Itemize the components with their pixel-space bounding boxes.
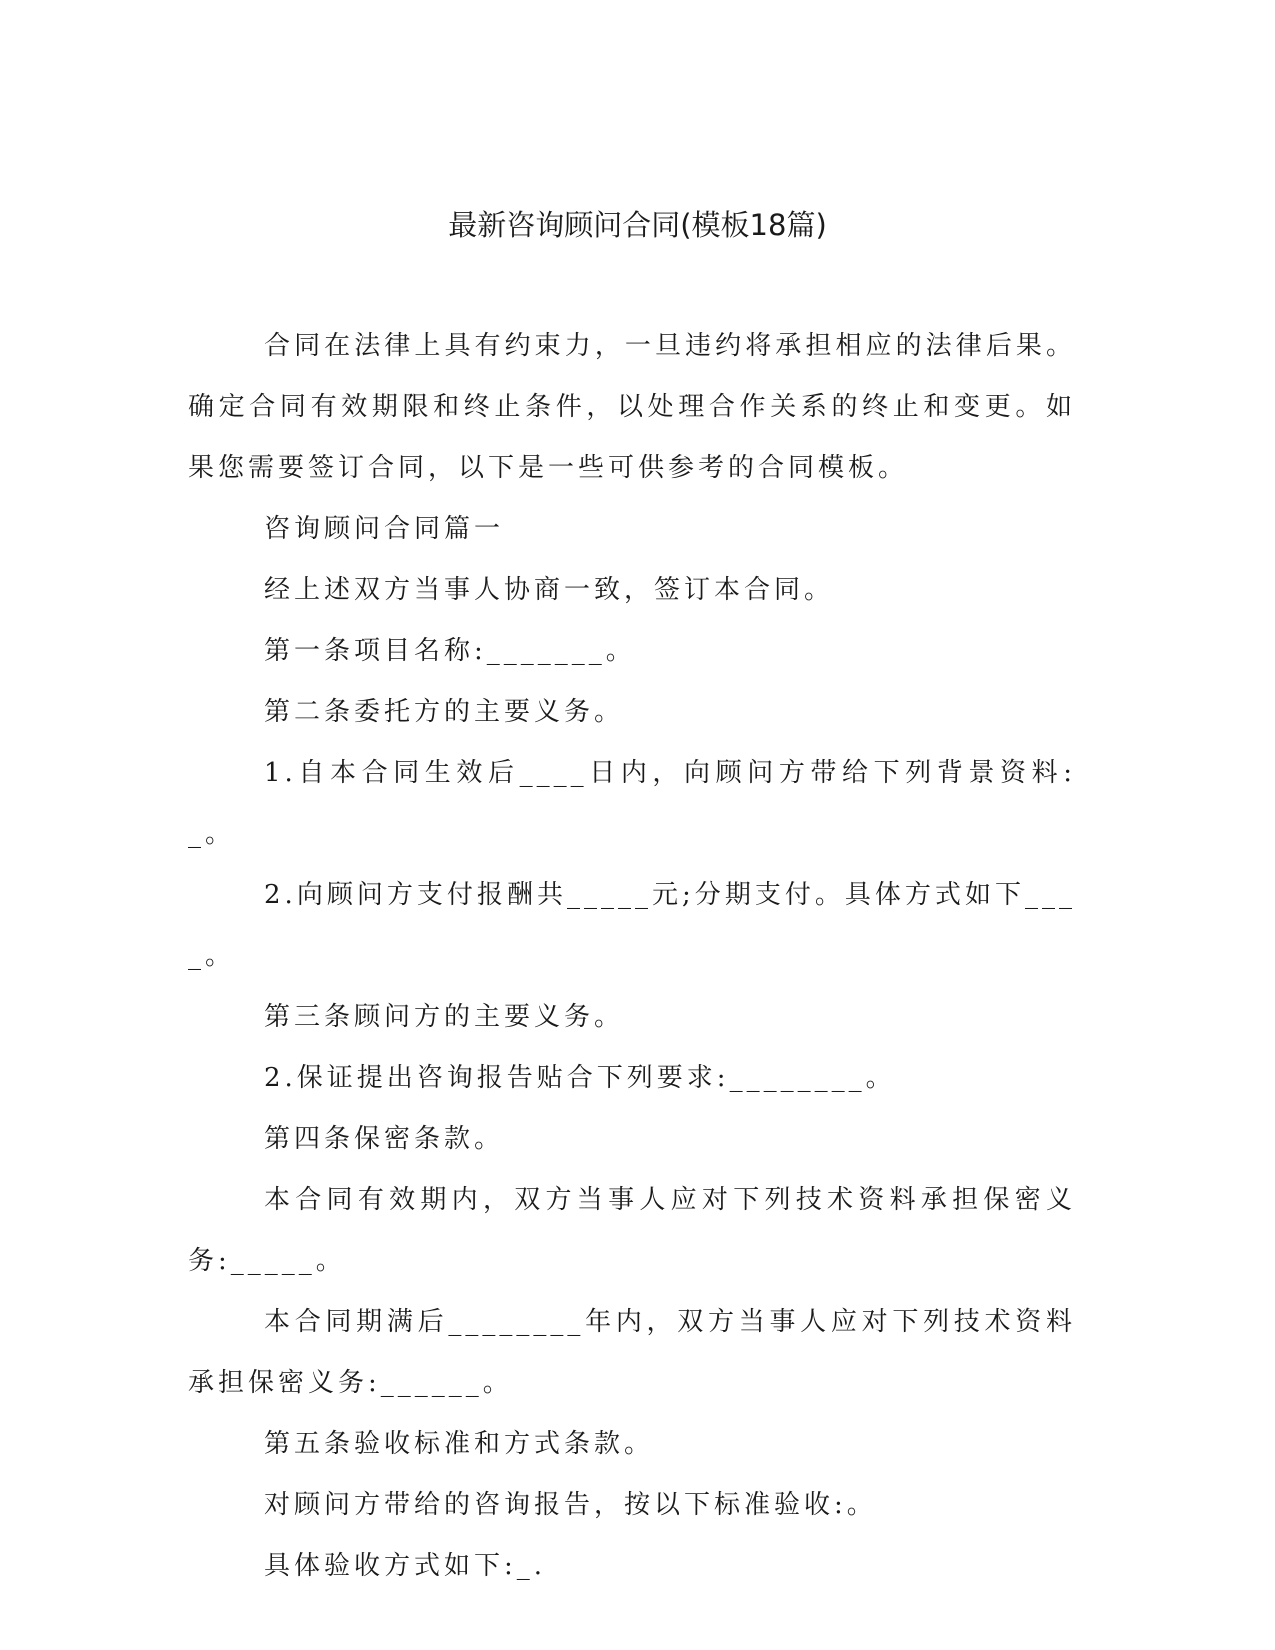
acceptance-method: 具体验收方式如下:_. (264, 1551, 547, 1581)
article-2-item-2: 2.向顾问方支付报酬共_____元;分期支付。具体方式如下____。 (188, 880, 1076, 971)
acceptance-standard: 对顾问方带给的咨询报告，按以下标准验收:。 (264, 1490, 877, 1520)
article-1-project-name: 第一条项目名称:_______。 (264, 636, 636, 666)
article-3-heading: 第三条顾问方的主要义务。 (264, 1002, 625, 1032)
article-2-item-1: 1.自本合同生效后____日内，向顾问方带给下列背景资料:_。 (188, 758, 1076, 849)
article-5-heading: 第五条验收标准和方式条款。 (264, 1429, 655, 1459)
agreement-statement: 经上述双方当事人协商一致，签订本合同。 (264, 575, 835, 605)
article-4-heading: 第四条保密条款。 (264, 1124, 505, 1154)
document-title: 最新咨询顾问合同(模板18篇) (448, 208, 827, 242)
document-body (188, 316, 1076, 1597)
article-2-heading: 第二条委托方的主要义务。 (264, 697, 625, 727)
section-heading-chapter-one: 咨询顾问合同篇一 (264, 514, 505, 544)
intro-paragraph: 合同在法律上具有约束力，一旦违约将承担相应的法律后果。确定合同有效期限和终止条件，以处理合作关系的终止和变更。如果您需要签订合同，以下是一些可供参考的合同模板。 (188, 331, 1076, 483)
confidentiality-during-term: 本合同有效期内，双方当事人应对下列技术资料承担保密义务:_____。 (188, 1185, 1076, 1276)
confidentiality-after-term: 本合同期满后________年内，双方当事人应对下列技术资料承担保密义务:______。 (188, 1307, 1076, 1398)
article-3-item-2: 2.保证提出咨询报告贴合下列要求:________。 (264, 1063, 896, 1093)
